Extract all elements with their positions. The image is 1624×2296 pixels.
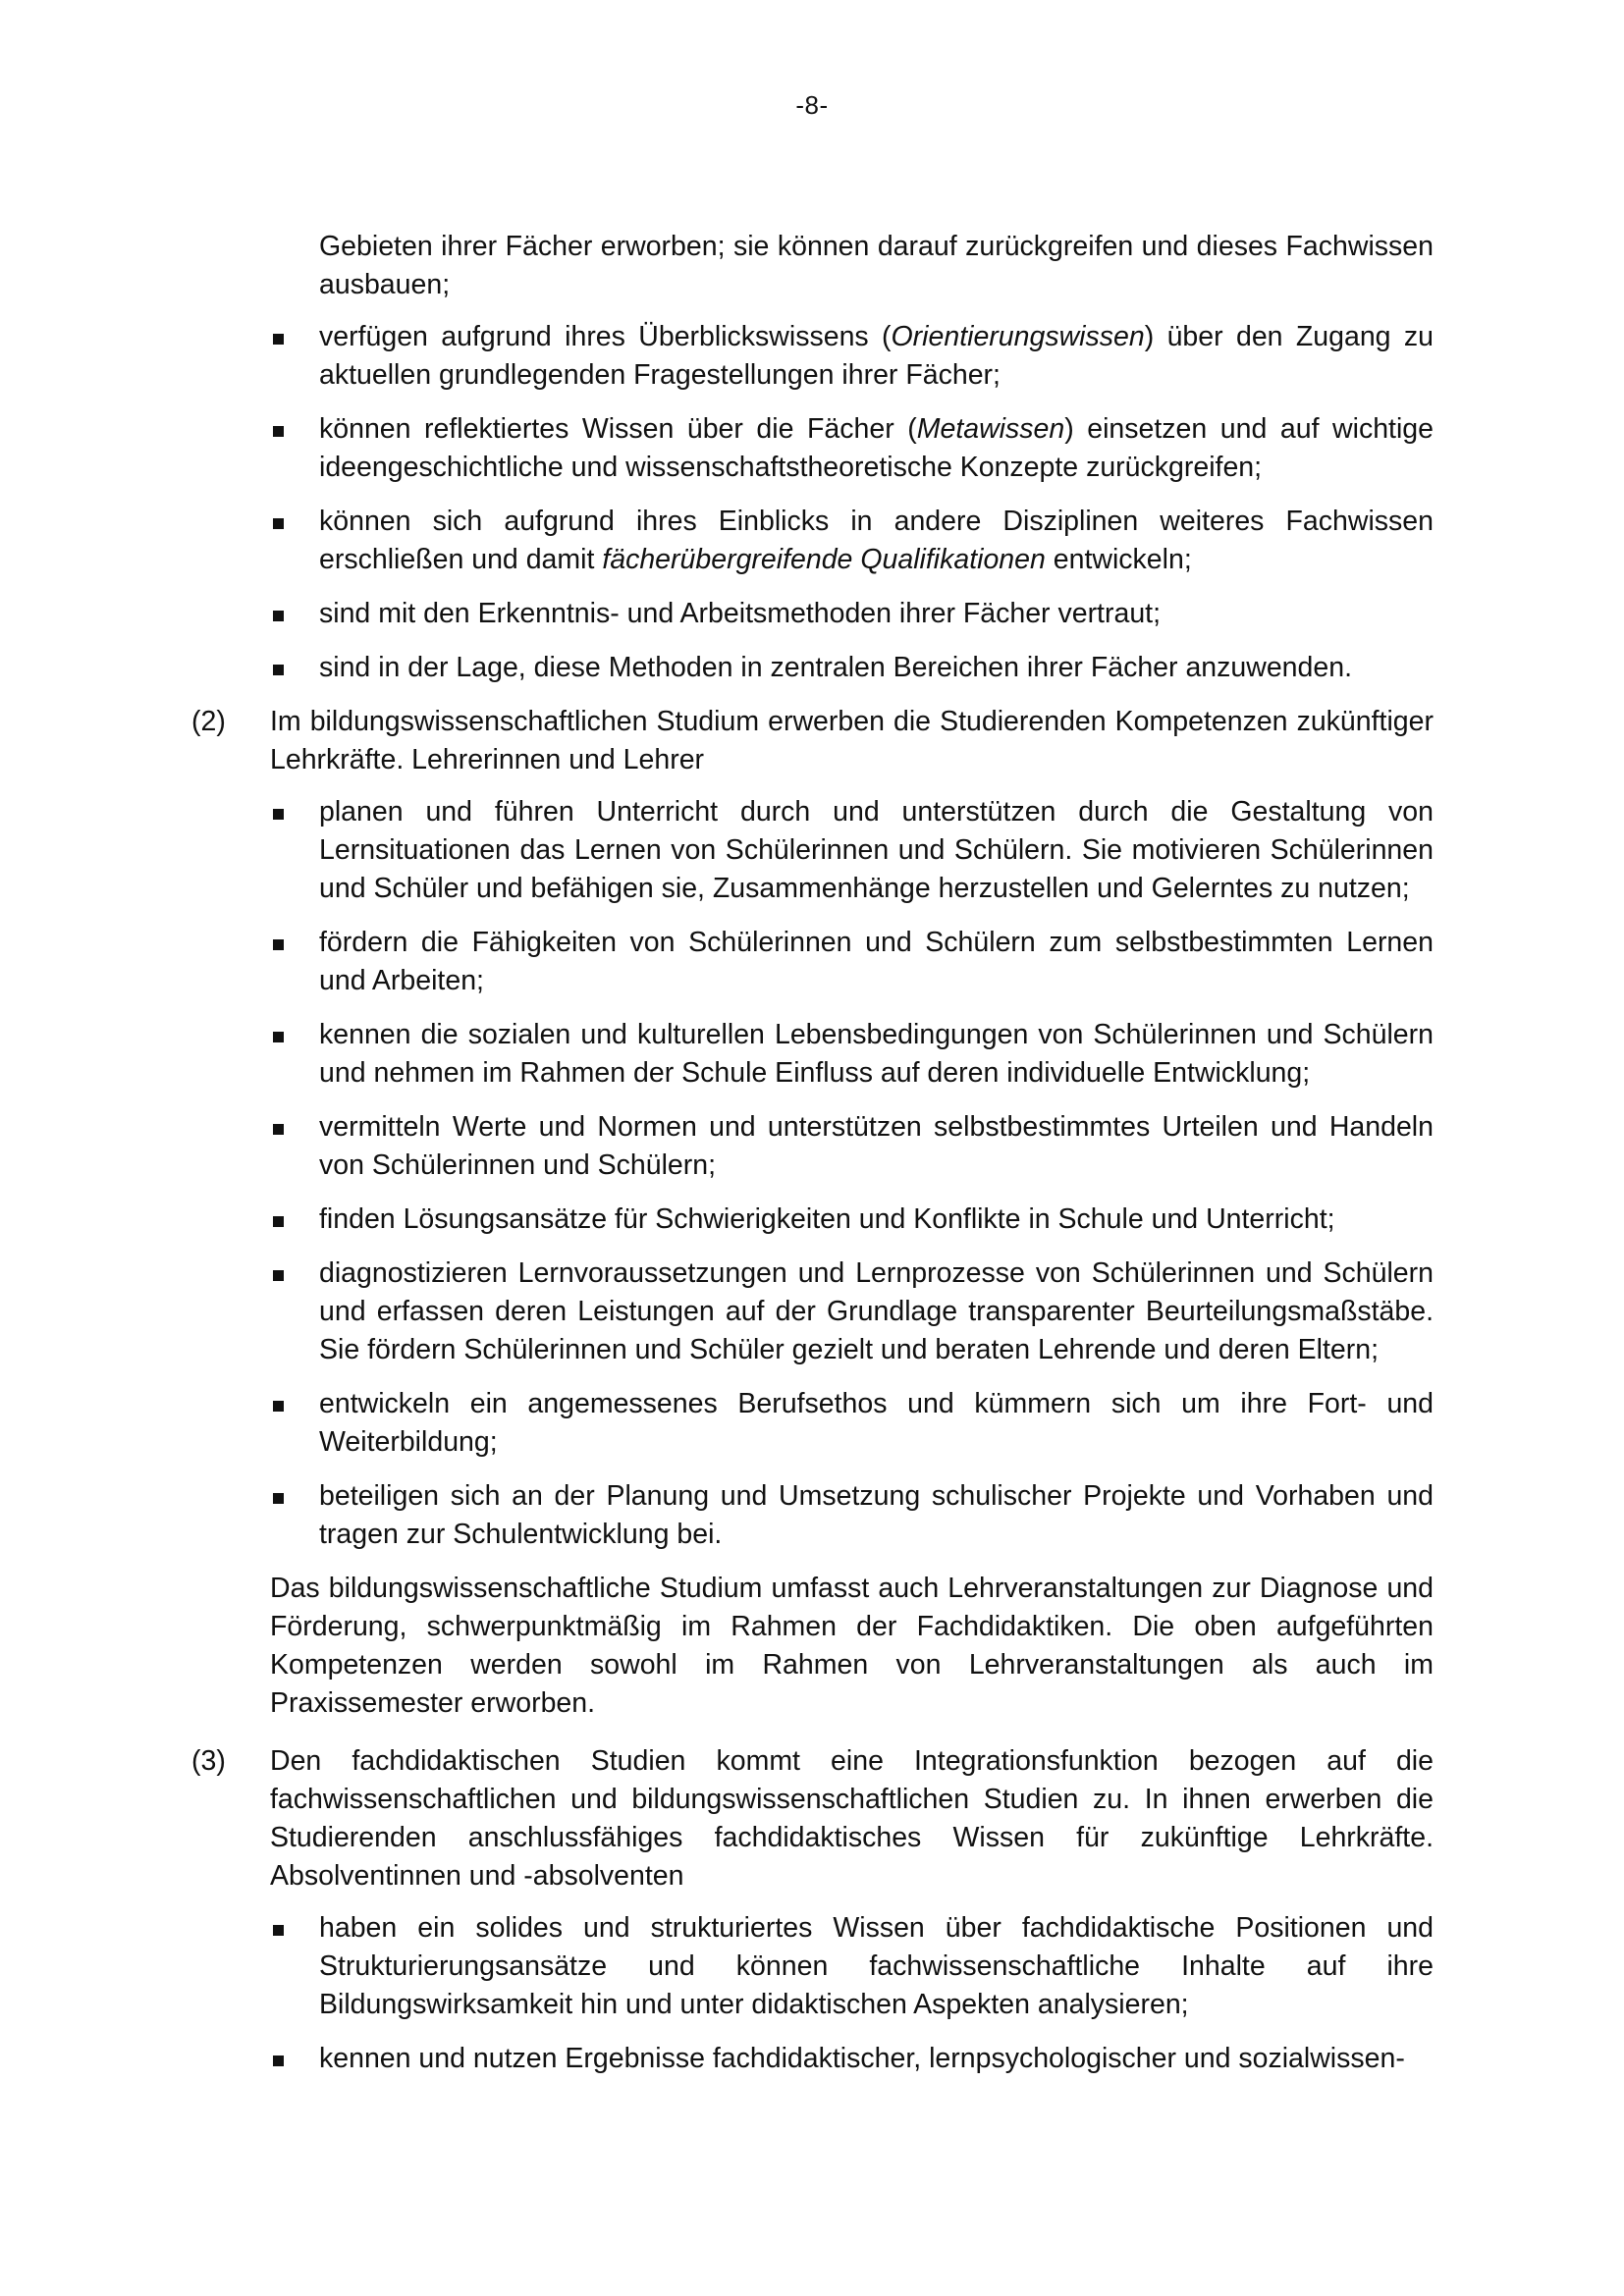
list-item: können reflektiertes Wissen über die Fächer (Metawissen) einsetzen und auf wichtige ideengeschichtliche und wissenschaftstheoretische Konzepte zurückgreifen;: [270, 410, 1434, 487]
continuation-paragraph: Gebieten ihrer Fächer erworben; sie können darauf zurückgreifen und dieses Fachwissen ausbauen;: [319, 231, 1434, 300]
list-item: fördern die Fähigkeiten von Schülerinnen und Schülern zum selbstbestimmten Lernen und Arbeiten;: [270, 924, 1434, 1000]
list-item: beteiligen sich an der Planung und Umsetzung schulischer Projekte und Vorhaben und tragen zur Schulentwicklung bei.: [270, 1477, 1434, 1554]
list-item: entwickeln ein angemessenes Berufsethos und kümmern sich um ihre Fort- und Weiterbildung;: [270, 1385, 1434, 1462]
list-item: diagnostizieren Lernvoraussetzungen und Lernprozesse von Schülerinnen und Schülern und erfassen deren Leistungen auf der Grundlage transparenter Beurteilungsmaßstäbe. Sie fördern Schülerinnen und Schüler gezielt und beraten Lehrende und deren Eltern;: [270, 1255, 1434, 1369]
page-number: -8-: [795, 90, 829, 120]
list-item: verfügen aufgrund ihres Überblickswissens (Orientierungswissen) über den Zugang zu aktuellen grundlegenden Fragestellungen ihrer Fächer;: [270, 318, 1434, 395]
section-intro: Im bildungswissenschaftlichen Studium erwerben die Studierenden Kompetenzen zukünftiger Lehrkräfte. Lehrerinnen und Lehrer: [270, 706, 1434, 775]
section-3: [191, 1742, 1434, 1896]
list-item: kennen die sozialen und kulturellen Lebensbedingungen von Schülerinnen und Schülern und nehmen im Rahmen der Schule Einfluss auf deren individuelle Entwicklung;: [270, 1016, 1434, 1093]
competency-list-3: [270, 1909, 1434, 2078]
list-item: sind in der Lage, diese Methoden in zentralen Bereichen ihrer Fächer anzuwenden.: [270, 649, 1434, 687]
list-item: finden Lösungsansätze für Schwierigkeiten und Konflikte in Schule und Unterricht;: [270, 1201, 1434, 1239]
list-item: kennen und nutzen Ergebnisse fachdidaktischer, lernpsychologischer und sozialwissen-: [270, 2040, 1434, 2078]
section-number: (3): [191, 1745, 226, 1777]
list-item: können sich aufgrund ihres Einblicks in andere Disziplinen weiteres Fachwissen erschließen und damit fächerübergreifende Qualifikationen entwickeln;: [270, 503, 1434, 579]
competency-list-1: [270, 318, 1434, 687]
list-item: planen und führen Unterricht durch und unterstützen durch die Gestaltung von Lernsituationen das Lernen von Schülerinnen und Schülern. Sie motivieren Schülerinnen und Schüler und befähigen sie, Zusammenhänge herzustellen und Gelerntes zu nutzen;: [270, 793, 1434, 908]
list-item: vermitteln Werte und Normen und unterstützen selbstbestimmtes Urteilen und Handeln von Schülerinnen und Schülern;: [270, 1108, 1434, 1185]
section-2: [191, 703, 1434, 779]
section-intro: Den fachdidaktischen Studien kommt eine Integrationsfunktion bezogen auf die fachwissenschaftlichen und bildungswissenschaftlichen Studien zu. In ihnen erwerben die Studierenden anschlussfähiges fachdidaktisches Wissen für zukünftige Lehrkräfte. Absolventinnen und -absolventen: [270, 1745, 1434, 1892]
section-note: Das bildungswissenschaftliche Studium umfasst auch Lehrveranstaltungen zur Diagnose und Förderung, schwerpunktmäßig im Rahmen der Fachdidaktiken. Die oben aufgeführten Kompetenzen werden sowohl im Rahmen von Lehrveranstaltungen als auch im Praxissemester erworben.: [270, 1573, 1434, 1719]
list-item: haben ein solides und strukturiertes Wissen über fachdidaktische Positionen und Strukturierungsansätze und können fachwissenschaftliche Inhalte auf ihre Bildungswirksamkeit hin und unter didaktischen Aspekten analysieren;: [270, 1909, 1434, 2024]
list-item: sind mit den Erkenntnis- und Arbeitsmethoden ihrer Fächer vertraut;: [270, 595, 1434, 633]
competency-list-2: [270, 793, 1434, 1554]
section-number: (2): [191, 706, 226, 737]
document-body: [191, 228, 1434, 2094]
